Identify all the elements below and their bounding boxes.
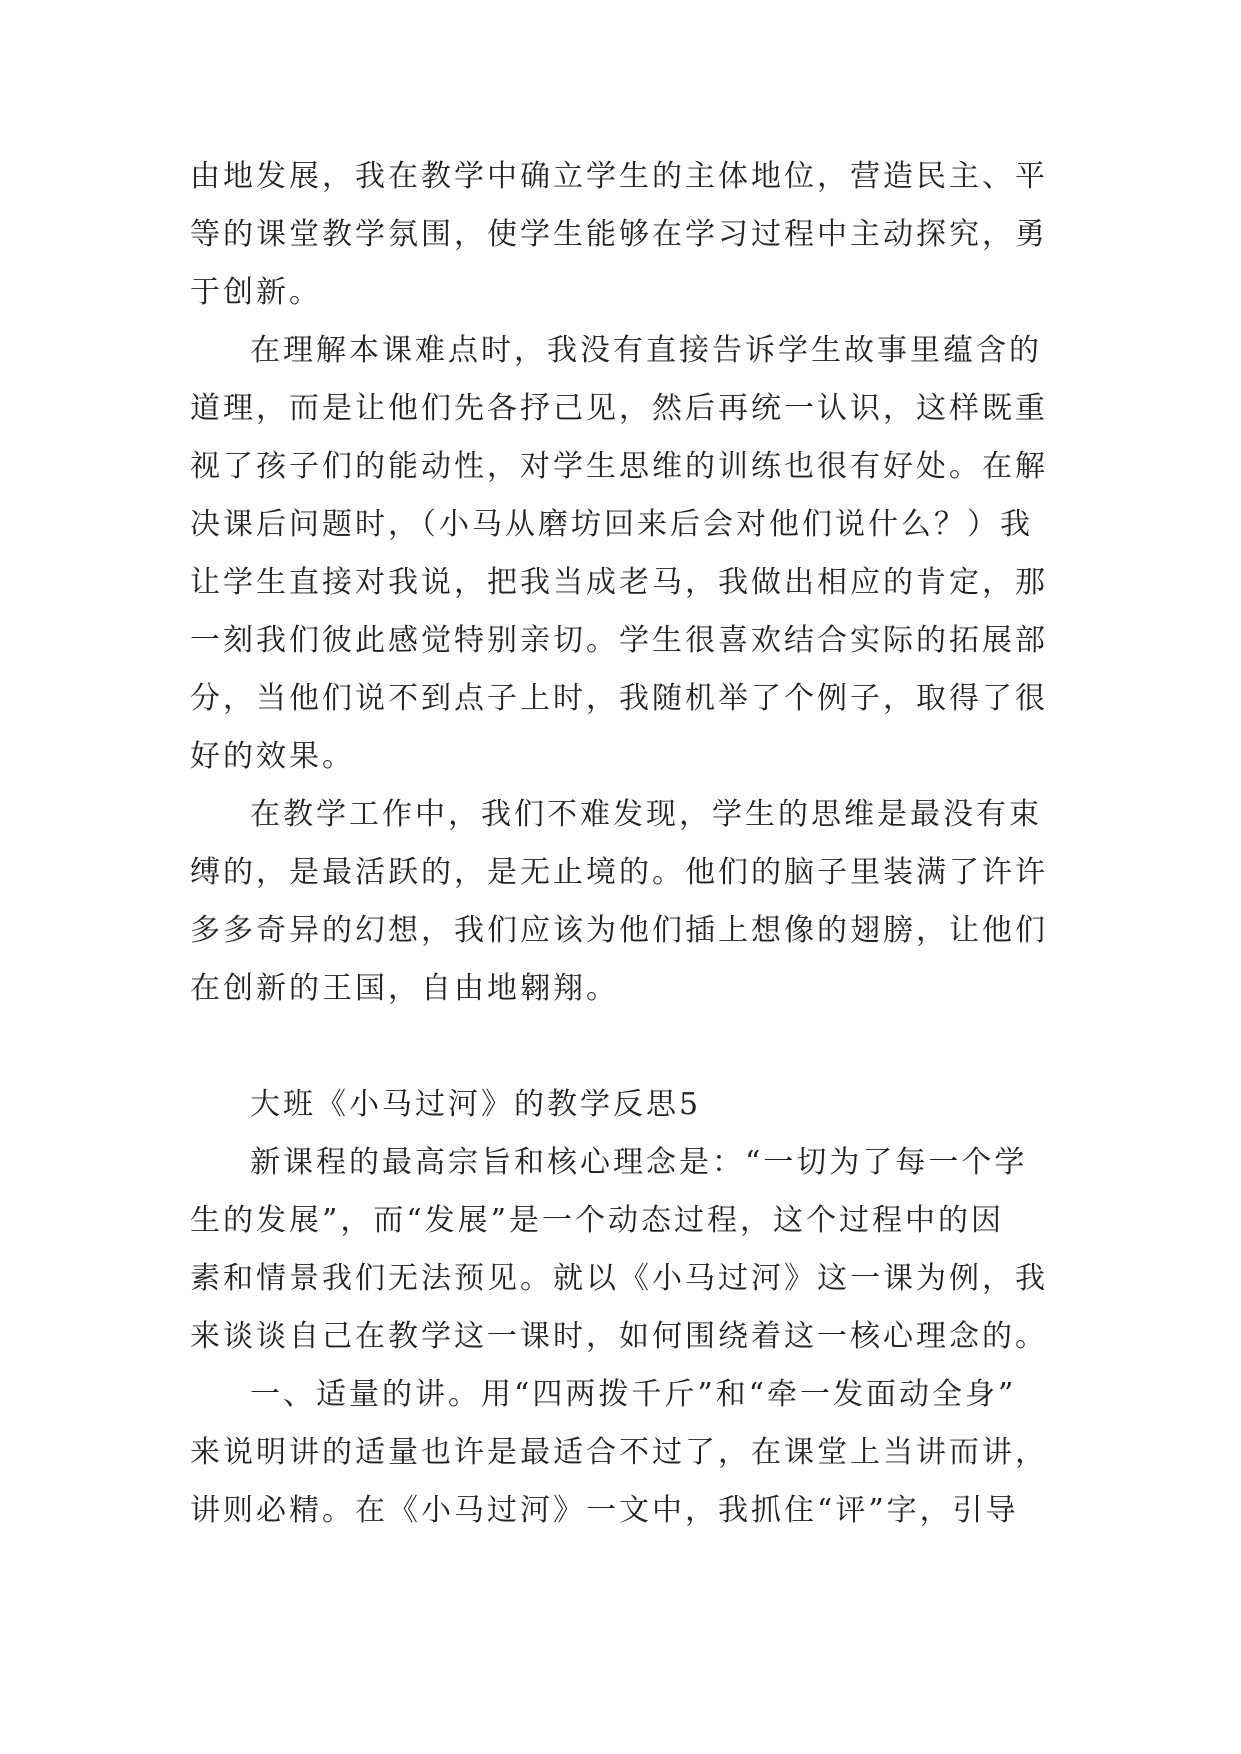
text-line: 讲则必精。在《小马过河》一文中，我抓住“评”字，引导 xyxy=(190,1493,1019,1528)
text-line: 素和情景我们无法预见。就以《小马过河》这一课为例，我 xyxy=(190,1261,1048,1296)
text-line: 在教学工作中，我们不难发现，学生的思维是最没有束 xyxy=(250,797,1042,832)
text-line: 由地发展，我在教学中确立学生的主体地位，营造民主、平 xyxy=(190,159,1048,194)
paragraph xyxy=(190,1134,1050,1366)
text-line: 新课程的最高宗旨和核心理念是：“一切为了每一个学 xyxy=(250,1145,1028,1180)
paragraph xyxy=(190,786,1050,1018)
text-line: 多多奇异的幻想，我们应该为他们插上想像的翅膀，让他们 xyxy=(190,913,1048,948)
text-line: 于创新。 xyxy=(190,275,322,310)
text-line: 一刻我们彼此感觉特别亲切。学生很喜欢结合实际的拓展部 xyxy=(190,623,1048,658)
text-line: 一、适量的讲。用“四两拨千斤”和“牵一发面动全身” xyxy=(250,1377,1017,1412)
paragraph xyxy=(190,1366,1050,1540)
text-line: 视了孩子们的能动性，对学生思维的训练也很有好处。在解 xyxy=(190,449,1048,484)
document-body xyxy=(190,148,1050,1540)
text-line: 道理，而是让他们先各抒己见，然后再统一认识，这样既重 xyxy=(190,391,1048,426)
section-heading: 大班《小马过河》的教学反思5 xyxy=(250,1087,702,1122)
text-line: 生的发展”，而“发展”是一个动态过程，这个过程中的因 xyxy=(190,1203,1005,1238)
text-line: 等的课堂教学氛围，使学生能够在学习过程中主动探究，勇 xyxy=(190,217,1048,252)
text-line: 分，当他们说不到点子上时，我随机举了个例子，取得了很 xyxy=(190,681,1048,716)
text-line: 让学生直接对我说，把我当成老马，我做出相应的肯定，那 xyxy=(190,565,1048,600)
paragraph xyxy=(190,322,1050,786)
text-line: 决课后问题时，（小马从磨坊回来后会对他们说什么？）我 xyxy=(190,507,1033,542)
text-line: 好的效果。 xyxy=(190,739,355,774)
text-line: 在创新的王国，自由地翱翔。 xyxy=(190,971,619,1006)
paragraph xyxy=(190,148,1050,322)
text-line: 在理解本课难点时，我没有直接告诉学生故事里蕴含的 xyxy=(250,333,1042,368)
text-line: 来谈谈自己在教学这一课时，如何围绕着这一核心理念的。 xyxy=(190,1319,1048,1354)
text-line: 来说明讲的适量也许是最适合不过了，在课堂上当讲而讲， xyxy=(190,1435,1048,1470)
text-line: 缚的，是最活跃的，是无止境的。他们的脑子里装满了许许 xyxy=(190,855,1048,890)
